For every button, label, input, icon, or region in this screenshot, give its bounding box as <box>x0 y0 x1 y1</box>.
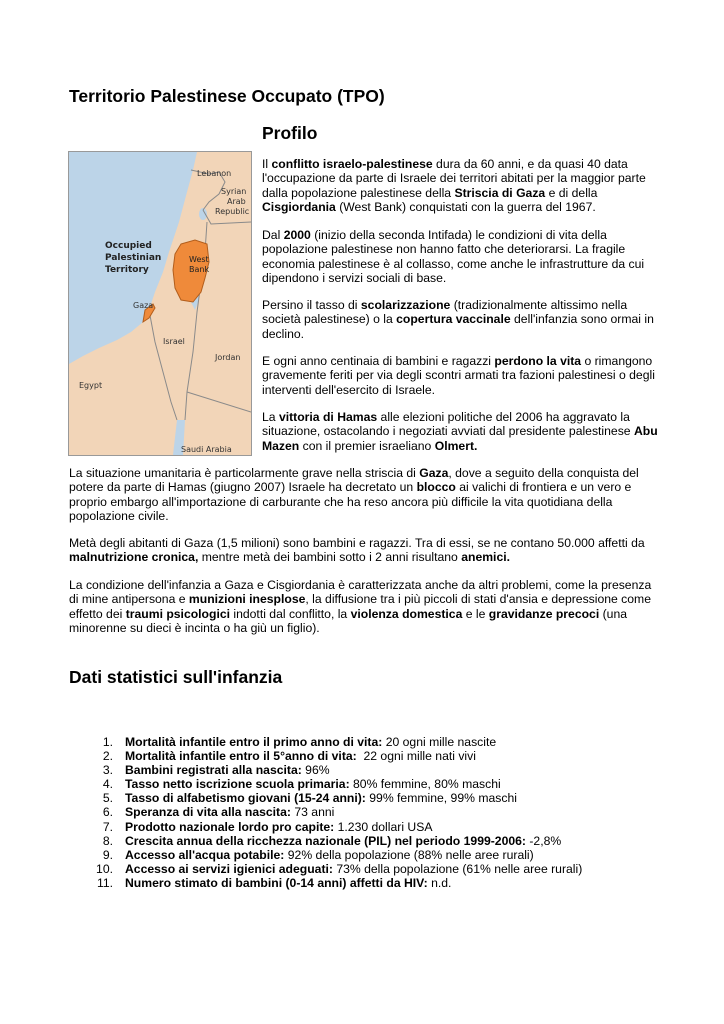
label-opt-1: Occupied <box>105 241 152 251</box>
label-egypt: Egypt <box>79 381 103 390</box>
list-item: 11. Numero stimato di bambini (0-14 anni) affetti da HIV: n.d. <box>96 875 452 890</box>
label-gaza: Gaza <box>133 301 154 310</box>
paragraph-schooling: Persino il tasso di scolarizzazione (tradizionalmente altissimo nella società palestinese) o la copertura vaccinale dell'infanzia sono ormai in declino. <box>262 298 654 341</box>
profile-heading: Profilo <box>262 123 318 143</box>
label-opt-2: Palestinian <box>105 253 162 263</box>
paragraph-gaza-situation: La situazione umanitaria è particolarmente grave nella striscia di Gaza, dove a seguito della conquista del potere da parte di Hamas (giugno 2007) Israele ha decretato un blocco ai valichi di frontiera e un vero e proprio embargo all'importazione di carburante che ha reso ancora più difficile la vita quotidiana della popolazione civile. <box>69 466 639 523</box>
paragraph-malnutrition: Metà degli abitanti di Gaza (1,5 milioni) sono bambini e ragazzi. Tra di essi, se ne contano 50.000 affetti da malnutrizione cronica, mentre metà dei bambini sotto i 2 anni risultano anemici. <box>69 536 645 565</box>
opt-map <box>68 151 252 456</box>
list-item: 9. Accesso all'acqua potabile: 92% della popolazione (88% nelle aree rurali) <box>102 847 534 862</box>
label-opt-3: Territory <box>105 265 149 275</box>
list-item: 3. Bambini registrati alla nascita: 96% <box>102 763 330 778</box>
page-title: Territorio Palestinese Occupato (TPO) <box>69 86 385 106</box>
paragraph-conflict: Il conflitto israelo-palestinese dura da 60 anni, e da quasi 40 data l'occupazione da parte di Israele dei territori abitati per la maggior parte dalla popolazione palestinese della Striscia di Gaza e di della Cisgiordania (West Bank) conquistati con la guerra del 1967. <box>262 157 646 214</box>
paragraph-intifada: Dal 2000 (inizio della seconda Intifada) le condizioni di vita della popolazione palestinese non hanno fatto che deteriorarsi. La fragile economia palestinese è al collasso, come anche le infrastrutture da cui dipendono i servizi sociali di base. <box>262 228 645 285</box>
list-item: 10. Accesso ai servizi igienici adeguati: 73% della popolazione (61% nelle aree rurali) <box>96 861 583 876</box>
label-west-bank-2: Bank <box>189 265 210 274</box>
label-west-bank-1: West <box>189 255 209 264</box>
stats-list <box>69 735 582 890</box>
list-item: 6. Speranza di vita alla nascita: 73 anni <box>102 805 335 820</box>
label-syria-1: Syrian <box>221 187 247 196</box>
list-item: 8. Crescita annua della ricchezza nazionale (PIL) nel periodo 1999-2006: -2,8% <box>102 833 562 848</box>
label-israel: Israel <box>163 337 185 346</box>
list-item: 2. Mortalità infantile entro il 5°anno di vita: 22 ogni mille nati vivi <box>102 749 476 764</box>
label-jordan: Jordan <box>215 353 241 362</box>
list-item: 5. Tasso di alfabetismo giovani (15-24 anni): 99% femmine, 99% maschi <box>102 791 517 806</box>
label-saudi-arabia: Saudi Arabia <box>181 445 232 454</box>
label-syria-2: Arab <box>227 197 246 206</box>
map-graphic <box>69 152 251 455</box>
label-syria-3: Republic <box>215 207 250 216</box>
label-lebanon: Lebanon <box>197 169 232 178</box>
stats-heading: Dati statistici sull'infanzia <box>69 667 283 687</box>
list-item: 1. Mortalità infantile entro il primo anno di vita: 20 ogni mille nascite <box>102 735 497 749</box>
paragraph-hamas: La vittoria di Hamas alle elezioni politiche del 2006 ha aggravato la situazione, ostacolando i negoziati avviati dal presidente palestinese Abu Mazen con il premier israeliano Olmert. <box>262 410 658 453</box>
list-item: 4. Tasso netto iscrizione scuola primaria: 80% femmine, 80% maschi <box>102 777 501 792</box>
list-item: 7. Prodotto nazionale lordo pro capite: 1.230 dollari USA <box>102 819 433 834</box>
paragraph-child-conditions: La condizione dell'infanzia a Gaza e Cisgiordania è caratterizzata anche da altri problemi, come la presenza di mine antipersona e munizioni inesplose, la diffusione tra i più piccoli di stati d'ansia e depressione come effetto dei traumi psicologici indotti dal conflitto, la violenza domestica e le gravidanze precoci (una minorenne su dieci è incinta o ha giù un figlio). <box>69 578 652 635</box>
paragraph-casualties: E ogni anno centinaia di bambini e ragazzi perdono la vita o rimangono gravemente feriti per via degli scontri armati tra fazioni palestinesi o degli interventi dell'esercito di Israele. <box>262 354 655 397</box>
